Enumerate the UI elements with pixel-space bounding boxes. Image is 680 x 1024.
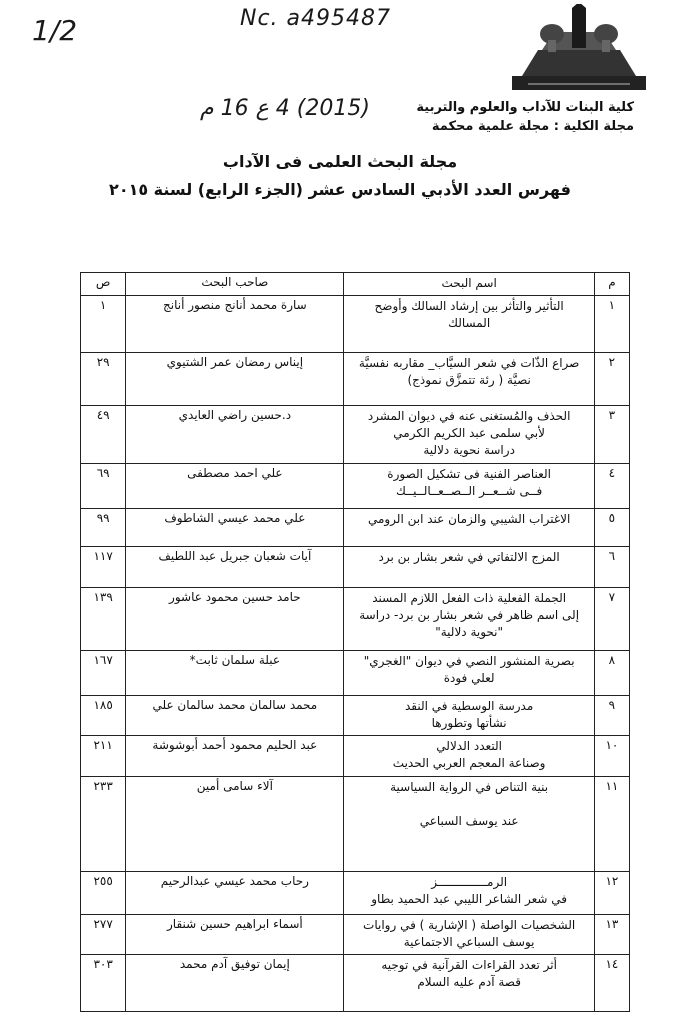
row-number: ٢ — [594, 352, 629, 405]
handwritten-date-note: (2015) 4 ع 16 م — [200, 96, 370, 121]
table-row — [81, 588, 630, 651]
row-number: ٩ — [594, 695, 629, 736]
row-number: ٧ — [594, 588, 629, 651]
row-number: ٦ — [594, 547, 629, 588]
page-number: ٢١١ — [81, 736, 126, 777]
research-title-line: الجملة الفعلية ذات الفعل اللازم المسند — [372, 591, 567, 606]
research-author: إيناس رمضان عمر الشتيوي — [126, 352, 344, 405]
page-number: ٩٩ — [81, 508, 126, 547]
header-number: م — [594, 273, 629, 296]
table-row — [81, 352, 630, 405]
page-number: ١٦٧ — [81, 650, 126, 695]
page-number: ٢٣٣ — [81, 776, 126, 871]
research-title-line: أثر تعدد القراءات القرآنية في توجيه — [381, 958, 557, 973]
header-page: ص — [81, 273, 126, 296]
research-title-line: عند يوسف السباعي — [419, 813, 519, 828]
page-number: ٦٩ — [81, 464, 126, 509]
research-title-line: بصرية المنشور النصي في ديوان "الغجري" — [363, 653, 575, 668]
row-number: ١٣ — [594, 914, 629, 955]
page-number: ٢٥٥ — [81, 871, 126, 914]
research-author: د.حسين راضي العايدي — [126, 405, 344, 464]
research-title-line — [348, 796, 589, 813]
issue-index-title: فهرس العدد الأدبي السادس عشر (الجزء الرابع) لسنة ٢٠١٥ — [109, 180, 571, 199]
research-title-line: مدرسة الوسطية في النقد — [404, 698, 534, 713]
research-title — [344, 736, 594, 777]
research-title-line: التأثير والتأثر بين إرشاد السالك وأوضح — [374, 299, 564, 313]
table-row — [81, 871, 630, 914]
page-number: ١ — [81, 296, 126, 353]
research-author: علي محمد عيسي الشاطوف — [126, 508, 344, 547]
row-number: ١٢ — [594, 871, 629, 914]
research-title — [344, 508, 594, 547]
research-title-line: يوسف السباعي الاجتماعية — [403, 934, 535, 949]
college-logo-icon — [508, 4, 650, 94]
page-number: ١١٧ — [81, 547, 126, 588]
research-title-line: لعلي فودة — [443, 670, 495, 685]
table-row — [81, 695, 630, 736]
research-title-line: نشأتها وتطورها — [431, 715, 507, 730]
research-title-line: فــى شــعــر الــصــعــالــيــك — [395, 484, 543, 499]
journal-line: مجلة الكلية : مجلة علمية محكمة — [431, 119, 634, 134]
research-title — [344, 955, 594, 1012]
header-author: صاحب البحث — [126, 273, 344, 296]
research-title — [344, 650, 594, 695]
research-title-line: إلى اسم ظاهر في شعر بشار بن برد- دراسة — [359, 608, 580, 623]
research-title-line: المزج الالتفاتي في شعر بشار بن برد — [378, 550, 560, 565]
index-table — [80, 272, 630, 1012]
research-author: آيات شعبان جبريل عبد اللطيف — [126, 547, 344, 588]
research-title-line: في شعر الشاعر الليبي عبد الحميد بطاو — [371, 891, 567, 906]
research-author: رحاب محمد عيسي عبدالرحيم — [126, 871, 344, 914]
research-title-line: الحذف والمُستغنى عنه في ديوان المشرد — [367, 408, 571, 423]
research-title — [344, 464, 594, 509]
header-title: اسم البحث — [344, 273, 594, 296]
page-number: ٣٠٣ — [81, 955, 126, 1012]
row-number: ٤ — [594, 464, 629, 509]
row-number: ١٠ — [594, 736, 629, 777]
row-number: ٨ — [594, 650, 629, 695]
research-author: حامد حسين محمود عاشور — [126, 588, 344, 651]
page-number: ٤٩ — [81, 405, 126, 464]
page-number: ٢٧٧ — [81, 914, 126, 955]
table-row — [81, 508, 630, 547]
research-title-line: قصة آدم عليه السلام — [417, 975, 521, 990]
research-title-line: صراع الذّات في شعر السيَّاب_ مقاربه نفسيَّة — [358, 355, 580, 370]
table-row — [81, 776, 630, 871]
page-number: ٢٩ — [81, 352, 126, 405]
research-title — [344, 296, 594, 353]
table-header-row — [81, 273, 630, 296]
table-row — [81, 405, 630, 464]
table-row — [81, 914, 630, 955]
research-author: علي احمد مصطفى — [126, 464, 344, 509]
research-title — [344, 405, 594, 464]
row-number: ٥ — [594, 508, 629, 547]
research-title — [344, 352, 594, 405]
handwritten-page-fraction: 1/2 — [32, 14, 78, 47]
research-title — [344, 914, 594, 955]
table-row — [81, 547, 630, 588]
research-title-line: الشخصيات الواصلة ( الإشارية ) في روايات — [363, 917, 576, 932]
research-title-line: الاغتراب الشيبي والزمان عند ابن الرومي — [367, 511, 571, 526]
row-number: ٣ — [594, 405, 629, 464]
research-title-line: الرمــــــــــــــز — [431, 874, 508, 889]
research-title — [344, 871, 594, 914]
table-row — [81, 955, 630, 1012]
research-title-line: نصيَّة ( رئة تتمزَّق نموذج) — [407, 372, 531, 387]
table-row — [81, 296, 630, 353]
research-title-line: المسالك — [448, 316, 491, 330]
college-header — [416, 98, 634, 136]
research-title — [344, 776, 594, 871]
journal-title: مجلة البحث العلمى فى الآداب — [222, 152, 458, 171]
research-author: عبد الحليم محمود أحمد أبوشوشة — [126, 736, 344, 777]
research-author: أسماء ابراهيم حسين شنقار — [126, 914, 344, 955]
research-author: آلاء سامى أمين — [126, 776, 344, 871]
college-name: كلية البنات للآداب والعلوم والتربية — [416, 100, 634, 115]
handwritten-reference-number: Nc. a495487 — [240, 6, 392, 31]
research-author: محمد سالمان محمد سالمان علي — [126, 695, 344, 736]
research-title — [344, 547, 594, 588]
page-number: ١٣٩ — [81, 588, 126, 651]
research-title-line: "نحوية دلالية" — [435, 625, 504, 640]
table-row — [81, 736, 630, 777]
research-title-line: بنية التناص في الرواية السياسية — [390, 779, 549, 794]
research-title-line: العناصر الفنية فى تشكيل الصورة — [387, 467, 551, 482]
page-number: ١٨٥ — [81, 695, 126, 736]
research-author: إيمان توفيق آدم محمد — [126, 955, 344, 1012]
research-title — [344, 588, 594, 651]
table-row — [81, 464, 630, 509]
research-title-line: لأبي سلمى عبد الكريم الكرمي — [393, 425, 545, 440]
row-number: ١ — [594, 296, 629, 353]
research-title — [344, 695, 594, 736]
research-title-line: وصناعة المعجم العربي الحديث — [392, 756, 546, 771]
research-title-line: التعدد الدلالي — [436, 739, 502, 754]
table-row — [81, 650, 630, 695]
research-author: سارة محمد أنانج منصور أنانج — [126, 296, 344, 353]
row-number: ١٤ — [594, 955, 629, 1012]
row-number: ١١ — [594, 776, 629, 871]
research-author: عبلة سلمان ثابت* — [126, 650, 344, 695]
research-title-line: دراسة نحوية دلالية — [423, 442, 515, 457]
